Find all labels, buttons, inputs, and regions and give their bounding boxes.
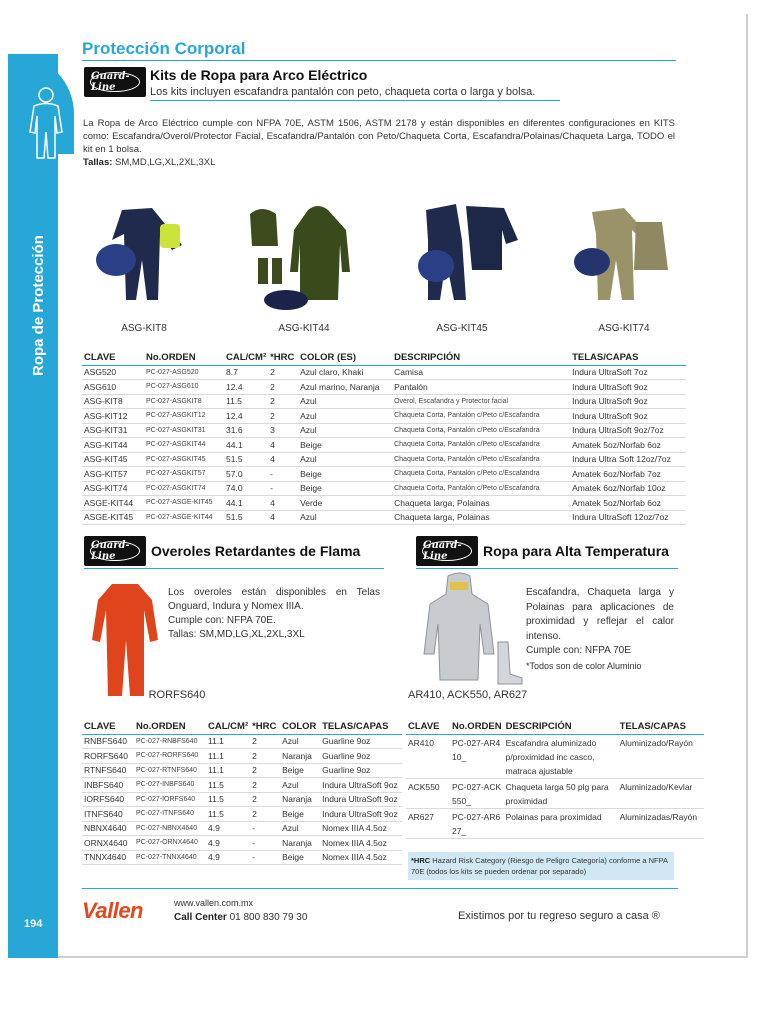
kits-table-row-cell: PC-027-ASGKIT74 [144,481,224,496]
alta-temp-table-row-cell: Escafandra aluminizado p/proximidad inc casco, matraca ajustable [504,734,618,778]
protective-suit-icon [26,86,66,162]
logo-text: Guard-Line [90,72,140,92]
kits-table-row-cell: ASG-KIT74 [82,481,144,496]
alta-temp-table-row-cell: PC-027-AR410_ [450,734,504,778]
kits-table-row-cell: 74.0 [224,481,268,496]
alta-temp-title: Ropa para Alta Temperatura [483,543,669,559]
overoles-table-row-cell: 11.5 [206,792,250,807]
overoles-table-row-cell: 2 [250,734,280,749]
overoles-table-row-cell: TNNX4640 [82,850,134,865]
sidebar-label [30,336,50,376]
kits-table-row-cell: ASG-KIT8 [82,394,144,409]
kits-table-row-cell: Overol, Escafandra y Protector facial [392,394,570,409]
col-orden: No.ORDEN [144,351,224,365]
kits-table-row-cell: Chaqueta larga, Polainas [392,510,570,525]
kits-table-row-cell: ASG-KIT45 [82,452,144,467]
overoles-table-row-cell: PC-027-INBFS640 [134,778,206,793]
overoles-table-row-cell: PC-027-RORFS640 [134,749,206,764]
kits-table-row-cell: Azul [298,409,392,424]
kits-table-row-cell: Pantalón [392,380,570,395]
overoles-table [82,720,402,865]
overoles-table-row-cell: Azul [280,734,320,749]
kits-table-row-cell: PC-027-ASGKIT8 [144,394,224,409]
alta-temp-table-row-cell: AR410 [406,734,450,778]
overoles-table-row-cell: ITNFS640 [82,807,134,822]
overoles-table-row [82,763,402,778]
logo-text-2: Guard-Line [90,541,140,561]
kit-label-4: ASG-KIT74 [598,323,650,334]
kits-table-row [82,409,686,424]
kits-table-row-cell: 44.1 [224,496,268,511]
kits-table-row-cell: ASG520 [82,365,144,380]
kit74-photo [572,200,672,312]
overoles-table-row-cell: PC-027-TNNX4640 [134,850,206,865]
kits-table-row-cell: Indura UltraSoft 9oz [570,394,686,409]
overoles-table-row-cell: 2 [250,749,280,764]
overoles-table-row-cell: PC-027-ORNX4640 [134,836,206,851]
hrc-note: *HRC Hazard Risk Category (Riesgo de Peligro Categoría) conforme a NFPA 70E (todos los kits se pueden ordenar por separado) [408,852,674,880]
kits-table-row [82,380,686,395]
kit44-photo [242,200,362,312]
alta-temp-table-row-cell: PC-027-AR627_ [450,808,504,838]
kits-table-row-cell: ASG-KIT12 [82,409,144,424]
at-col-orden: No.ORDEN [452,721,502,733]
kits-table-row-cell: Indura UltraSoft 9oz/7oz [570,423,686,438]
overoles-table-row-cell: 11.5 [206,778,250,793]
alta-temp-table [406,720,704,839]
at-col-telas: TELAS/CAPAS [618,720,704,734]
kits-table-row-cell: 4 [268,452,298,467]
overoles-table-row [82,850,402,865]
kits-table-row-cell: Indura UltraSoft 9oz [570,380,686,395]
overoles-table-row [82,778,402,793]
kits-table-row-cell: PC-027-ASG610 [144,380,224,395]
kits-table-row-cell: 44.1 [224,438,268,453]
kits-table-row [82,510,686,525]
kits-table-row-cell: 8.7 [224,365,268,380]
overoles-table-row-cell: Azul [280,821,320,836]
kits-table-row-cell: ASG-KIT44 [82,438,144,453]
page-number: 194 [24,918,43,930]
overoles-table-row-cell: Indura UltraSoft 9oz [320,778,402,793]
kits-table-row [82,438,686,453]
overoles-table-row-cell: Guarline 9oz [320,749,402,764]
overoles-table-row-cell: Azul [280,778,320,793]
kits-table-row-cell: 12.4 [224,409,268,424]
kits-table-row-cell: - [268,467,298,482]
guard-line-logo-3 [416,536,478,566]
kits-table-row-cell: - [268,481,298,496]
overoles-table-row-cell: Nomex IIIA 4.5oz [320,821,402,836]
kits-table-row [82,481,686,496]
overoles-table-row-cell: - [250,850,280,865]
col-descripcion: DESCRIPCIÓN [392,351,570,365]
kits-table-row-cell: Azul [298,510,392,525]
overoles-table-row-cell: RNBFS640 [82,734,134,749]
kits-table-row-cell: 3 [268,423,298,438]
slogan: Existimos por tu regreso seguro a casa ® [458,910,660,922]
ov-col-color: COLOR [280,720,320,734]
overoles-divider [84,568,384,569]
overoles-table-row-cell: Guarline 9oz [320,763,402,778]
overoles-table-row-cell: 2 [250,792,280,807]
kits-table-row-cell: Chaqueta Corta, Pantalón c/Peto c/Escafandra [392,452,570,467]
kits-table-row [82,452,686,467]
alta-temp-description: Escafandra, Chaqueta larga y Polainas para aplicaciones de proximidad y reflejar el calor intenso. Cumple con: NFPA 70E *Todos son de color Aluminio [526,587,674,671]
at-col-descripcion: DESCRIPCIÓN [504,720,618,734]
guard-line-logo-2 [84,536,146,566]
call-center: Call Center 01 800 830 79 30 [174,912,308,923]
overoles-table-row [82,734,402,749]
orange-coverall-photo [90,580,160,700]
page-title: Protección Corporal [82,39,246,58]
kits-table-row [82,423,686,438]
col-color: COLOR (ES) [298,351,392,365]
col-telas: TELAS/CAPAS [570,351,686,365]
overoles-table-row-cell: - [250,821,280,836]
overoles-table-row-cell: Naranja [280,792,320,807]
kits-table-row-cell: 12.4 [224,380,268,395]
kits-table-row-cell: ASG-KIT57 [82,467,144,482]
kits-table-row-cell: 51.5 [224,452,268,467]
overoles-table-row-cell: Naranja [280,836,320,851]
overoles-table-row-cell: RORFS640 [82,749,134,764]
overoles-table-row-cell: Beige [280,763,320,778]
overoles-table-row-cell: 11.1 [206,734,250,749]
kits-table-row-cell: ASGE-KIT44 [82,496,144,511]
kits-table-row-cell: PC-027-ASGKIT57 [144,467,224,482]
overoles-table-row-cell: PC-027-NBNX4640 [134,821,206,836]
overoles-table-row [82,792,402,807]
kits-table-row-cell: PC-027-ASGKIT12 [144,409,224,424]
kits-table-row-cell: Beige [298,467,392,482]
overoles-table-row-cell: PC-027-RNBFS640 [134,734,206,749]
overoles-title: Overoles Retardantes de Flama [151,543,361,559]
overoles-table-row-cell: Indura UltraSoft 9oz [320,807,402,822]
kits-table-row-cell: 4 [268,510,298,525]
overoles-table-row-cell: PC-027-ITNFS640 [134,807,206,822]
overoles-table-row-cell: Nomex IIIA 4.5oz [320,850,402,865]
kits-table-row-cell: PC-027-ASGKIT45 [144,452,224,467]
kits-table-header [82,351,686,365]
kits-table-row [82,467,686,482]
kits-table-row-cell: 57.0 [224,467,268,482]
kits-table-row-cell: 2 [268,394,298,409]
overoles-table-row-cell: 2 [250,763,280,778]
kit45-photo [406,200,526,312]
kits-table-row-cell: Chaqueta Corta, Pantalón c/Peto c/Escafandra [392,438,570,453]
kits-table-row-cell: 2 [268,365,298,380]
title-divider [82,60,676,61]
overoles-table-row [82,807,402,822]
at-col-clave: CLAVE [406,720,450,734]
coverall-label: RORFS640 [148,689,206,701]
vallen-logo: Vallen [82,898,143,923]
alta-temp-table-row-cell: Aluminizadas/Rayón [618,808,704,838]
alta-temp-table-row [406,778,704,808]
kit8-photo [92,200,192,312]
overoles-description: Los overoles están disponibles en Telas Onguard, Indura y Nomex IIIA. Cumple con: NFPA 70E. Tallas: SM,MD,LG,XL,2XL,3XL [168,587,380,640]
overoles-table-row-cell: Beige [280,807,320,822]
kits-table-row-cell: Azul claro, Khaki [298,365,392,380]
kits-table-row-cell: Chaqueta Corta, Pantalón c/Peto c/Escafandra [392,409,570,424]
kits-table-row-cell: PC-027-ASGKIT31 [144,423,224,438]
kits-table-row-cell: Indura UltraSoft 7oz [570,365,686,380]
overoles-table-row-cell: - [250,836,280,851]
kits-subtitle: Los kits incluyen escafandra pantalón con peto, chaqueta corta o larga y bolsa. [150,86,536,98]
aluminized-suit-photo [422,570,526,686]
overoles-table-row-cell: PC-027-IORFS640 [134,792,206,807]
alta-temp-divider [416,568,678,569]
kits-title: Kits de Ropa para Arco Eléctrico [150,67,368,83]
overoles-table-row-cell: IORFS640 [82,792,134,807]
kits-table-row-cell: Chaqueta Corta, Pantalón c/Peto c/Escafandra [392,467,570,482]
overoles-table-row [82,749,402,764]
overoles-table-header [82,720,402,734]
kits-table-row-cell: 51.5 [224,510,268,525]
kits-table-row-cell: Beige [298,438,392,453]
overoles-table-row-cell: Guarline 9oz [320,734,402,749]
kits-table-row-cell: PC-027-ASGE-KIT45 [144,496,224,511]
catalog-page [8,14,748,958]
ov-col-clave: CLAVE [82,720,134,734]
website-link[interactable]: www.vallen.com.mx [174,898,254,908]
overoles-table-row-cell: 4.9 [206,836,250,851]
kits-table-row-cell: ASG610 [82,380,144,395]
kits-table-row-cell: Indura UltraSoft 12oz/7oz [570,510,686,525]
ov-col-cal: CAL/CM² [208,721,249,733]
alta-temp-table-header [406,720,704,734]
alta-temp-table-row [406,734,704,778]
kits-table-row-cell: 2 [268,380,298,395]
overoles-table-row [82,821,402,836]
kits-table-row-cell: Indura Ultra Soft 12oz/7oz [570,452,686,467]
kits-table-row-cell: Amatek 5oz/Norfab 6oz [570,496,686,511]
col-hrc: *HRC [268,351,298,365]
overoles-table-row [82,836,402,851]
alta-temp-table-row-cell: Aluminizado/Rayón [618,734,704,778]
kits-table-row-cell: Amatek 5oz/Norfab 6oz [570,438,686,453]
overoles-table-row-cell: PC-027-RTNFS640 [134,763,206,778]
overoles-table-row-cell: 2 [250,807,280,822]
kit-label-1: ASG-KIT8 [121,323,167,334]
overoles-table-row-cell: 11.5 [206,807,250,822]
overoles-table-row-cell: 4.9 [206,821,250,836]
sidebar-band [8,54,58,958]
logo-text-3: Guard-Line [422,541,472,561]
kits-table-row-cell: Camisa [392,365,570,380]
overoles-table-row-cell: Beige [280,850,320,865]
col-clave: CLAVE [82,351,144,365]
kits-table-row-cell: PC-027-ASGE-KIT44 [144,510,224,525]
kits-description: La Ropa de Arco Eléctrico cumple con NFPA 70E, ASTM 1506, ASTM 2178 y están disponibles en diferentes configuraciones en KITS como: Escafandra/Overol/Protector Facial, Escafandra/Pantalón con Peto/Chaqueta Corta, Escafandra/Polainas/Chaqueta Larga, TODO el kit en 1 bolsa. Tallas: SM,MD,LG,XL,2XL,3XL [83,118,675,168]
kits-table-row-cell: PC-027-ASGKIT44 [144,438,224,453]
overoles-table-row-cell: ORNX4640 [82,836,134,851]
overoles-table-row-cell: 11.1 [206,749,250,764]
kits-table [82,351,686,525]
kits-table-row-cell: Azul marino, Naranja [298,380,392,395]
kits-table-row [82,365,686,380]
kits-divider [150,100,560,101]
alta-temp-table-row-cell: AR627 [406,808,450,838]
overoles-table-row-cell: Naranja [280,749,320,764]
kits-table-row-cell: 11.5 [224,394,268,409]
kits-table-row [82,496,686,511]
alta-temp-table-row-cell: PC-027-ACK550_ [450,778,504,808]
kit-label-3: ASG-KIT45 [436,323,488,334]
kits-table-row-cell: Chaqueta Corta, Pantalón c/Peto c/Escafandra [392,423,570,438]
overoles-table-row-cell: 4.9 [206,850,250,865]
kits-table-row-cell: 4 [268,438,298,453]
overoles-table-row-cell: NBNX4640 [82,821,134,836]
ov-col-telas: TELAS/CAPAS [320,720,402,734]
kits-table-row-cell: Chaqueta larga, Polainas [392,496,570,511]
aluminized-label: AR410, ACK550, AR627 [408,689,528,701]
ov-col-hrc: *HRC [250,720,280,734]
guard-line-logo [84,67,146,97]
kits-table-row-cell: Chaqueta Corta, Pantalón c/Peto c/Escafandra [392,481,570,496]
kits-table-row-cell: Azul [298,452,392,467]
overoles-table-row-cell: 11.1 [206,763,250,778]
alta-temp-table-row-cell: Polainas para proximidad [504,808,618,838]
kits-table-row-cell: 31.6 [224,423,268,438]
kits-table-row-cell: Azul [298,423,392,438]
kits-table-row-cell: Verde [298,496,392,511]
overoles-table-row-cell: INBFS640 [82,778,134,793]
kits-table-row-cell: ASGE-KIT45 [82,510,144,525]
kit-label-2: ASG-KIT44 [278,323,330,334]
overoles-table-row-cell: RTNFS640 [82,763,134,778]
col-cal: CAL/CM² [226,352,267,364]
alta-temp-table-row-cell: ACK550 [406,778,450,808]
kits-table-row [82,394,686,409]
overoles-table-row-cell: 2 [250,778,280,793]
ov-col-orden: No.ORDEN [134,720,206,734]
kits-table-row-cell: Azul [298,394,392,409]
kits-table-row-cell: Indura UltraSoft 9oz [570,409,686,424]
overoles-table-row-cell: Indura UltraSoft 9oz [320,792,402,807]
kits-table-row-cell: ASG-KIT31 [82,423,144,438]
overoles-table-row-cell: Nomex IIIA 4.5oz [320,836,402,851]
kits-table-row-cell: 4 [268,496,298,511]
alta-temp-table-row-cell: Chaqueta larga 50 plg para proximidad [504,778,618,808]
kits-table-row-cell: Amatek 6oz/Norfab 7oz [570,467,686,482]
kits-table-row-cell: Beige [298,481,392,496]
kits-table-row-cell: Amatek 6oz/Norfab 10oz [570,481,686,496]
kits-table-row-cell: PC-027-ASG520 [144,365,224,380]
alta-temp-table-row-cell: Aluminizado/Kevlar [618,778,704,808]
kits-table-row-cell: 2 [268,409,298,424]
alta-temp-table-row [406,808,704,838]
footer-divider [82,888,678,889]
